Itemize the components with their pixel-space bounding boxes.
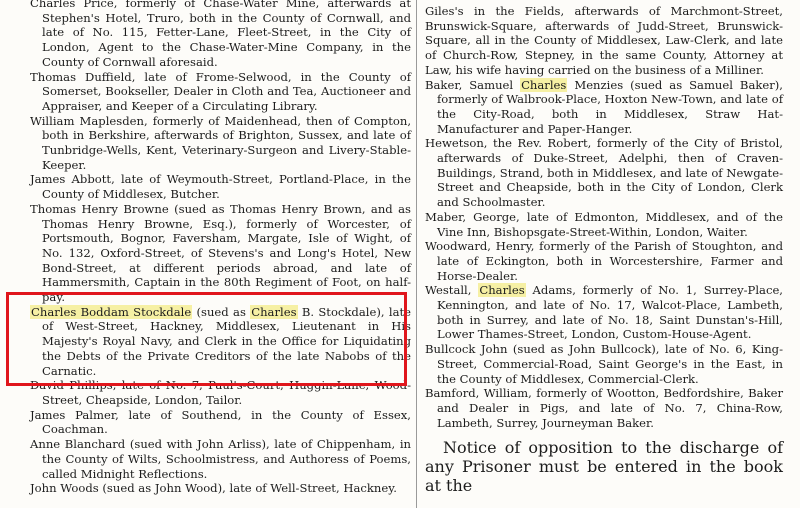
list-item: John Woods (sued as John Wood), late of Well-Street, Hackney. [30,481,397,496]
entry-text: B. Stockdale), late of West-Street, Hackney, Middlesex, Lieutenant in His Majesty's Royal Navy, and Clerk in the Office for Liquidating the Debts of the Private Creditors of the late Nabobs of the Carnatic. [42,304,411,378]
highlighted-entry [425,283,783,342]
list-item: Bamford, William, formerly of Wootton, Bedfordshire, Baker and Dealer in Pigs, and late of No. 7, China-Row, Lambeth, Surrey, Journeyman Baker. [425,386,783,430]
search-highlight: Charles [479,283,525,298]
entry-text: Baker, Samuel [425,77,521,92]
highlighted-entry [425,78,783,137]
entry-text: Menzies (sued as Samuel Baker), formerly of Walbrook-Place, Hoxton New-Town, and late of the City-Road, both in Middlesex, Straw Hat-Manufacturer and Paper-Hanger. [437,77,783,136]
list-item: Bullcock John (sued as John Bullcock), late of No. 6, King-Street, Commercial-Road, Saint George's in the East, in the County of Middlesex, Commercial-Clerk. [425,342,783,386]
list-item: Anne Blanchard (sued with John Arliss), late of Chippenham, in the County of Wilts, Schoolmistress, and Authoress of Poems, called Midnight Reflections. [30,437,411,481]
notice-heading: Notice of opposition to the discharge of any Prisoner must be entered in the book at the [425,438,783,496]
list-item: James Abbott, late of Weymouth-Street, Portland-Place, in the County of Middlesex, Butcher. [30,172,411,202]
list-item: Maber, George, late of Edmonton, Middlesex, and of the Vine Inn, Bishopsgate-Street-Within, London, Waiter. [425,209,783,239]
list-item: David Phillips, late of No. 7, Paul's-Court, Huggin-Lane, Wood-Street, Cheapside, London, Tailor. [30,378,411,407]
list-item: Giles's in the Fields, afterwards of Marchmont-Street, Brunswick-Square, afterwards of Judd-Street, Brunswick-Square, all in the County of Middlesex, Law-Clerk, and late of Church-Row, Stepney, in the same County, Attorney at Law, his wife having carried on the business of a Milliner. [425,4,783,77]
search-highlight: Charles [521,77,567,92]
list-item: Thomas Henry Browne (sued as Thomas Henry Brown, and as Thomas Henry Browne, Esq.), formerly of Worcester, of Portsmouth, Bognor, Faversham, Margate, Isle of Wight, of No. 132, Oxford-Street, of Stevens's and Long's Hotel, New Bond-Street, at different periods abroad, and late of Hammersmith, Captain in the 80th Regiment of Foot, on half-pay. [30,201,411,305]
list-item: Hewetson, the Rev. Robert, formerly of the City of Bristol, afterwards of Duke-Street, Adelphi, then of Craven-Buildings, Strand, both in Middlesex, and late of Newgate-Street and Cheapside, both in the City of London, Clerk and Schoolmaster. [425,136,783,210]
entry-text: (sued as [192,304,251,319]
list-item: William Maplesden, formerly of Maidenhead, then of Compton, both in Berkshire, afterwards of Brighton, Sussex, and late of Tunbridge-Wells, Kent, Veterinary-Surgeon and Livery-Stable-Keeper. [30,113,411,172]
entry-text: Westall, [425,283,479,298]
list-item: Woodward, Henry, formerly of the Parish of Stoughton, and late of Eckington, both in Worcestershire, Farmer and Horse-Dealer. [425,239,783,283]
list-item: Thomas Duffield, late of Frome-Selwood, in the County of Somerset, Bookseller, Dealer in Cloth and Tea, Auctioneer and Appraiser, and Keeper of a Circulating Library. [30,69,411,113]
search-highlight: Charles [251,304,297,319]
entry-text: Adams, formerly of No. 1, Surrey-Place, Kennington, and late of No. 17, Walcot-Place, Lambeth, both in Surrey, and late of No. 18, Saint Dunstan's-Hill, Lower Thames-Street, London, Custom-House-Agent. [437,283,783,342]
search-highlight: Charles Boddam Stockdale [31,304,192,319]
left-column [30,0,411,508]
list-item: James Palmer, late of Southend, in the County of Essex, Coachman. [30,407,411,437]
list-item: Charles Price, formerly of Chase-Water Mine, afterwards at Stephen's Hotel, Truro, both in the County of Cornwall, and late of No. 115, Fetter-Lane, Fleet-Street, in the City of London, Agent to the Chase-Water-Mine Company, in the County of Cornwall aforesaid. [30,0,411,69]
selection-box [6,292,407,386]
column-divider [416,0,417,508]
right-column [425,4,783,508]
